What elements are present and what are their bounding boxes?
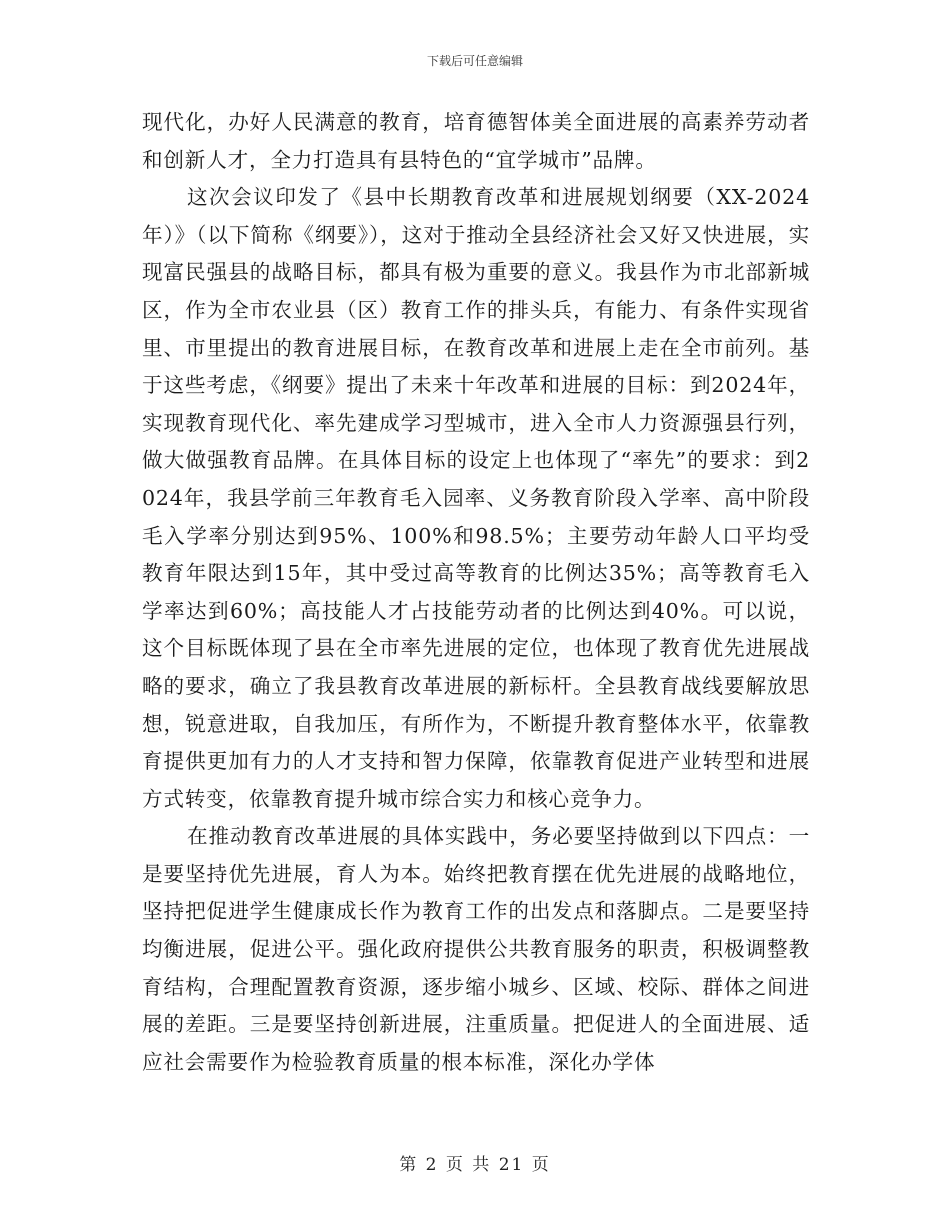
page-number-footer: 第 2 页 共 21 页 — [399, 1155, 551, 1175]
paragraph-meeting-outline: 这次会议印发了《县中长期教育改革和进展规划纲要（XX-2024年）》（以下简称《纲要》），这对于推动全县经济社会又好又快进展，实现富民强县的战略目标，都具有极为重要的意义。我县作为市北部新城区，作为全市农业县（区）教育工作的排头兵，有能力、有条件实现省里、市里提出的教育进展目标，在教育改革和进展上走在全市前列。基于这些考虑，《纲要》提出了未来十年改革和进展的目标：到2024年，实现教育现代化、率先建成学习型城市，进入全市人力资源强县行列，做大做强教育品牌。在具体目标的设定上也体现了“率先”的要求：到2024年，我县学前三年教育毛入园率、义务教育阶段入学率、高中阶段毛入学率分别达到95%、100%和98.5%；主要劳动年龄人口平均受教育年限达到15年，其中受过高等教育的比例达35%；高等教育毛入学率达到60%；高技能人才占技能劳动者的比例达到40%。可以说，这个目标既体现了县在全市率先进展的定位，也体现了教育优先进展战略的要求，确立了我县教育改革进展的新标杆。全县教育战线要解放思想，锐意进取，自我加压，有所作为，不断提升教育整体水平，依靠教育提供更加有力的人才支持和智力保障，依靠教育促进产业转型和进展方式转变，依靠教育提升城市综合实力和核心竞争力。 — [142, 185, 810, 811]
paragraph-four-points: 在推动教育改革进展的具体实践中，务必要坚持做到以下四点：一是要坚持优先进展，育人为本。始终把教育摆在优先进展的战略地位，坚持把促进学生健康成长作为教育工作的出发点和落脚点。二是要坚持均衡进展，促进公平。强化政府提供公共教育服务的职责，积极调整教育结构，合理配置教育资源，逐步缩小城乡、区域、校际、群体之间进展的差距。三是要坚持创新进展，注重质量。把促进人的全面进展、适应社会需要作为检验教育质量的根本标准，深化办学体 — [142, 824, 810, 1074]
page-header: 下载后可任意编辑 — [426, 54, 523, 68]
paragraph-continuation: 现代化，办好人民满意的教育，培育德智体美全面进展的高素养劳动者和创新人才，全力打造具有县特色的“宜学城市”品牌。 — [142, 110, 810, 172]
document-body — [142, 104, 810, 1081]
